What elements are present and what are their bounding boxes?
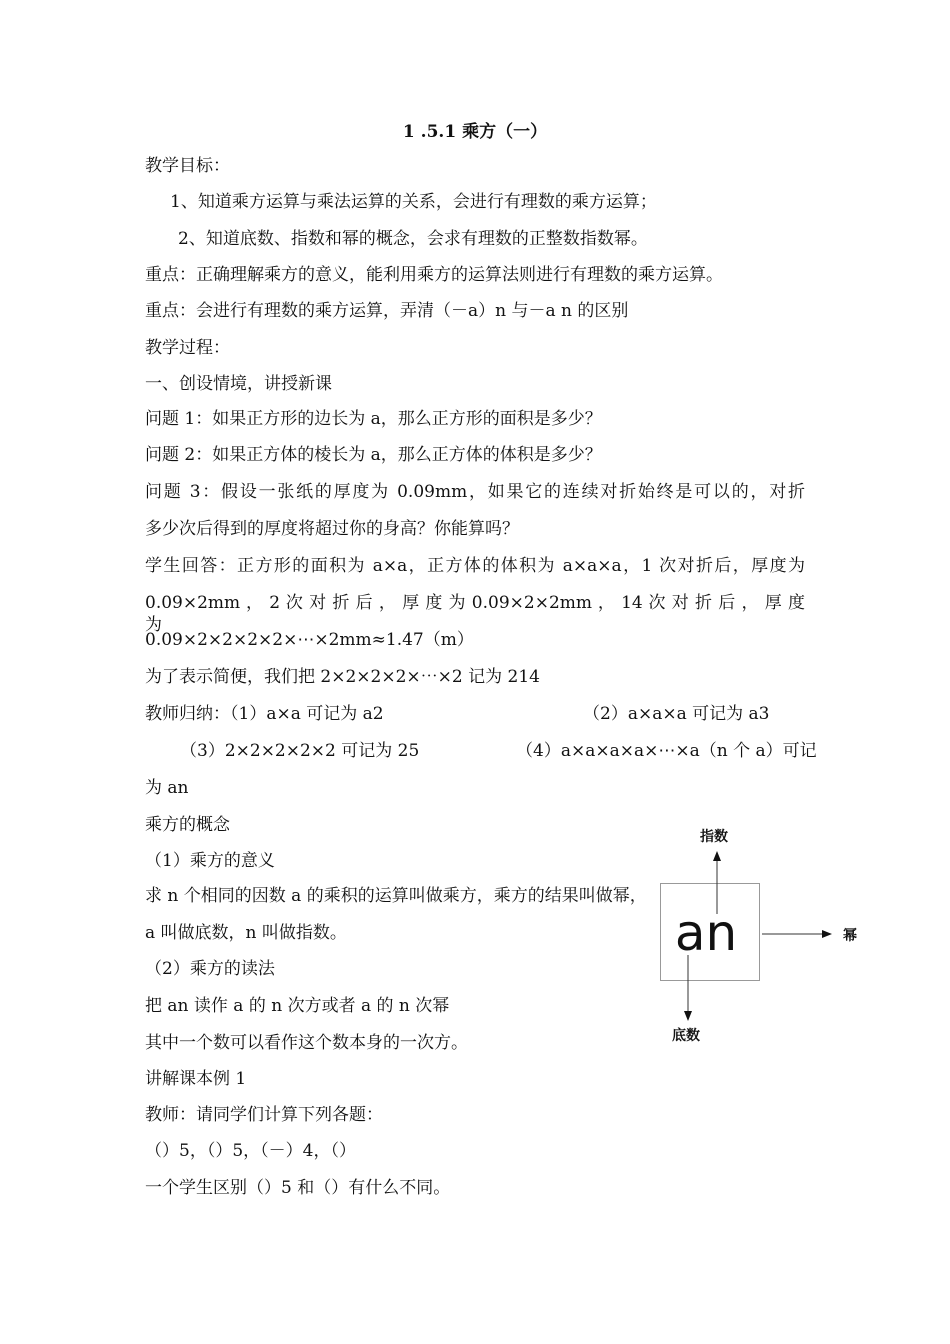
exponent-arrowhead: [713, 851, 721, 861]
teacher-summary-2: （2）a×a×a 可记为 a3: [583, 704, 770, 724]
student-answer-line-3: 0.09×2×2×2×2×⋯×2mm≈1.47（m）: [145, 630, 474, 650]
base-label: 底数: [672, 1028, 700, 1044]
teaching-process-heading: 教学过程：: [145, 338, 230, 358]
power-diagram-text: an: [674, 904, 738, 962]
teacher-summary-4-cont: 为 an: [145, 778, 189, 798]
exponent-label: 指数: [700, 829, 728, 845]
power-definition-1: 求 n 个相同的因数 a 的乘积的运算叫做乘方，乘方的结果叫做幂，: [145, 886, 647, 906]
teaching-goals-heading: 教学目标：: [145, 156, 230, 176]
teacher-summary-1: 教师归纳：（1）a×a 可记为 a2: [145, 704, 384, 724]
question-1: 问题 1：如果正方形的边长为 a，那么正方形的面积是多少？: [145, 409, 602, 429]
power-arrowhead: [822, 930, 832, 938]
power-label: 幂: [843, 928, 857, 944]
student-answer-line-2: 0.09×2mm ， 2 次 对 折 后 ， 厚 度 为 0.09×2×2mm ， 14 次 对 折 后 ， 厚 度 为: [145, 593, 805, 635]
notation-sentence: 为了表示简便，我们把 2×2×2×2×⋯×2 记为 214: [145, 667, 540, 687]
power-reading-heading: （2）乘方的读法: [145, 959, 275, 979]
exercise-list: （）5，（）5，（－）4，（）: [145, 1141, 356, 1161]
power-concept-heading: 乘方的概念: [145, 815, 230, 835]
goal-2: 2、知道底数、指数和幂的概念，会求有理数的正整数指数幂。: [178, 229, 648, 249]
question-2: 问题 2：如果正方体的棱长为 a，那么正方体的体积是多少？: [145, 445, 602, 465]
question-3-line-2: 多少次后得到的厚度将超过你的身高？你能算吗？: [145, 519, 519, 539]
teacher-prompt: 教师：请同学们计算下列各题：: [145, 1105, 383, 1125]
key-point-2: 重点：会进行有理数的乘方运算，弄清（－a）n 与－a n 的区别: [145, 301, 629, 321]
key-point-1: 重点：正确理解乘方的意义，能利用乘方的运算法则进行有理数的乘方运算。: [145, 265, 723, 285]
power-reading: 把 an 读作 a 的 n 次方或者 a 的 n 次幂: [145, 996, 450, 1016]
student-compare: 一个学生区别（）5 和（）有什么不同。: [145, 1178, 451, 1198]
power-definition-2: a 叫做底数，n 叫做指数。: [145, 923, 347, 943]
example-heading: 讲解课本例 1: [145, 1069, 247, 1089]
base-arrowhead: [684, 1011, 692, 1021]
section-1-heading: 一、创设情境，讲授新课: [145, 374, 332, 394]
first-power-note: 其中一个数可以看作这个数本身的一次方。: [145, 1033, 468, 1053]
goal-1: 1、知道乘方运算与乘法运算的关系，会进行有理数的乘方运算；: [170, 192, 657, 212]
student-answer-line-1: 学生回答：正方形的面积为 a×a，正方体的体积为 a×a×a，1 次对折后，厚度为: [145, 556, 805, 576]
lesson-title: 1 .5.1 乘方（一）: [402, 122, 548, 142]
power-meaning-heading: （1）乘方的意义: [145, 851, 275, 871]
teacher-summary-4: （4）a×a×a×a×⋯×a（n 个 a）可记: [516, 741, 817, 761]
question-3-line-1: 问题 3：假设一张纸的厚度为 0.09mm，如果它的连续对折始终是可以的，对折: [145, 482, 805, 502]
teacher-summary-3: （3）2×2×2×2×2 可记为 25: [180, 741, 420, 761]
